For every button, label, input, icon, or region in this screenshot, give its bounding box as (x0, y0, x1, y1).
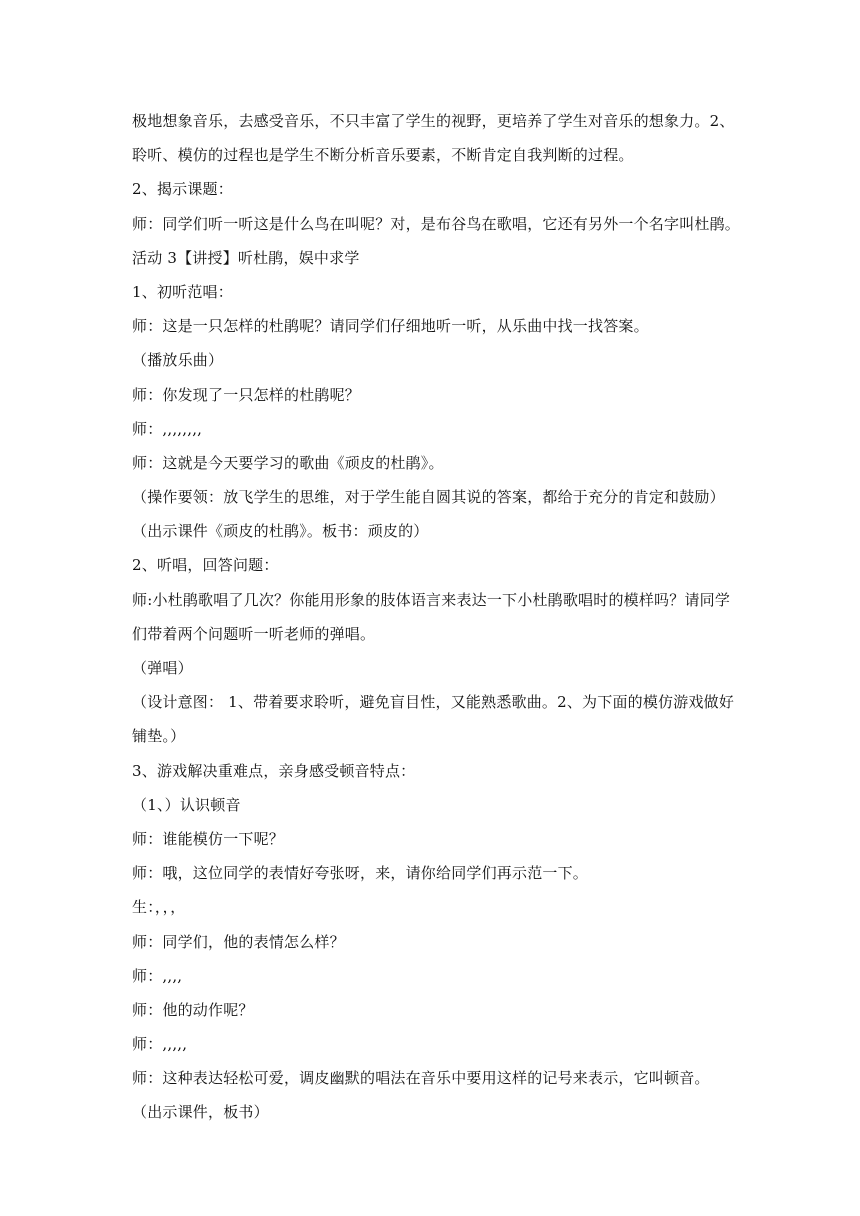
paragraph-line: 铺垫。） (132, 727, 186, 746)
paragraph-line: 师：谁能模仿一下呢？ (132, 829, 285, 848)
paragraph-line: 师：你发现了一只怎样的杜鹃呢？ (132, 385, 361, 404)
paragraph-line: 师：,,,,,,,, (132, 419, 203, 438)
paragraph-line: （操作要领：放飞学生的思维，对于学生能自圆其说的答案，都给于充分的肯定和鼓励） (132, 488, 725, 507)
paragraph-line: 生：，，， (132, 898, 186, 917)
paragraph-line: 师：这种表达轻松可爱，调皮幽默的唱法在音乐中要用这样的记号来表示，它叫顿音。 (132, 1069, 710, 1088)
paragraph-line: 师：,,,,, (132, 1035, 188, 1054)
paragraph-line: （出示课件，板书） (132, 1103, 269, 1122)
paragraph-line: 聆听、模仿的过程也是学生不断分析音乐要素，不断肯定自我判断的过程。 (132, 146, 634, 165)
activity-heading: 活动 3【讲授】听杜鹃，娱中求学 (132, 248, 360, 267)
paragraph-line: （播放乐曲） (132, 351, 224, 370)
paragraph-line: 极地想象音乐，去感受音乐，不只丰富了学生的视野，更培养了学生对音乐的想象力。2、 (132, 112, 735, 130)
section-heading: 3、游戏解决重难点，亲身感受顿音特点： (132, 761, 416, 780)
paragraph-line: （出示课件《顽皮的杜鹃》。板书：顽皮的） (132, 522, 429, 541)
document-body (132, 104, 741, 1130)
paragraph-line: 师：这就是今天要学习的歌曲《顽皮的杜鹃》。 (132, 453, 444, 472)
paragraph-line: 师：,,,, (132, 966, 183, 985)
paragraph-line: （设计意图： 1、带着要求聆听，避免盲目性，又能熟悉歌曲。2、为下面的模仿游戏做好 (132, 693, 735, 712)
section-heading: 2、听唱，回答问题： (132, 556, 279, 575)
paragraph-line: （弹唱） (132, 659, 193, 677)
paragraph-line: 师：哦，这位同学的表情好夸张呀，来，请你给同学们再示范一下。 (132, 864, 589, 883)
paragraph-line: 们带着两个问题听一听老师的弹唱。 (132, 624, 376, 643)
subsection-heading: （1、）认识顿音 (132, 795, 241, 814)
paragraph-line: 师：同学们听一听这是什么鸟在叫呢？对，是布谷鸟在歌唱，它还有另外一个名字叫杜鹃。 (132, 214, 741, 233)
paragraph-line: 师:小杜鹃歌唱了几次？你能用形象的肢体语言来表达一下小杜鹃歌唱时的模样吗？请同学 (132, 590, 731, 609)
section-heading: 2、揭示课题： (132, 180, 233, 199)
paragraph-line: 师：同学们，他的表情怎么样？ (132, 932, 345, 951)
paragraph-line: 师：他的动作呢？ (132, 1000, 254, 1019)
paragraph-line: 师：这是一只怎样的杜鹃呢？请同学们仔细地听一听，从乐曲中找一找答案。 (132, 317, 649, 336)
section-heading: 1、初听范唱： (132, 282, 233, 301)
